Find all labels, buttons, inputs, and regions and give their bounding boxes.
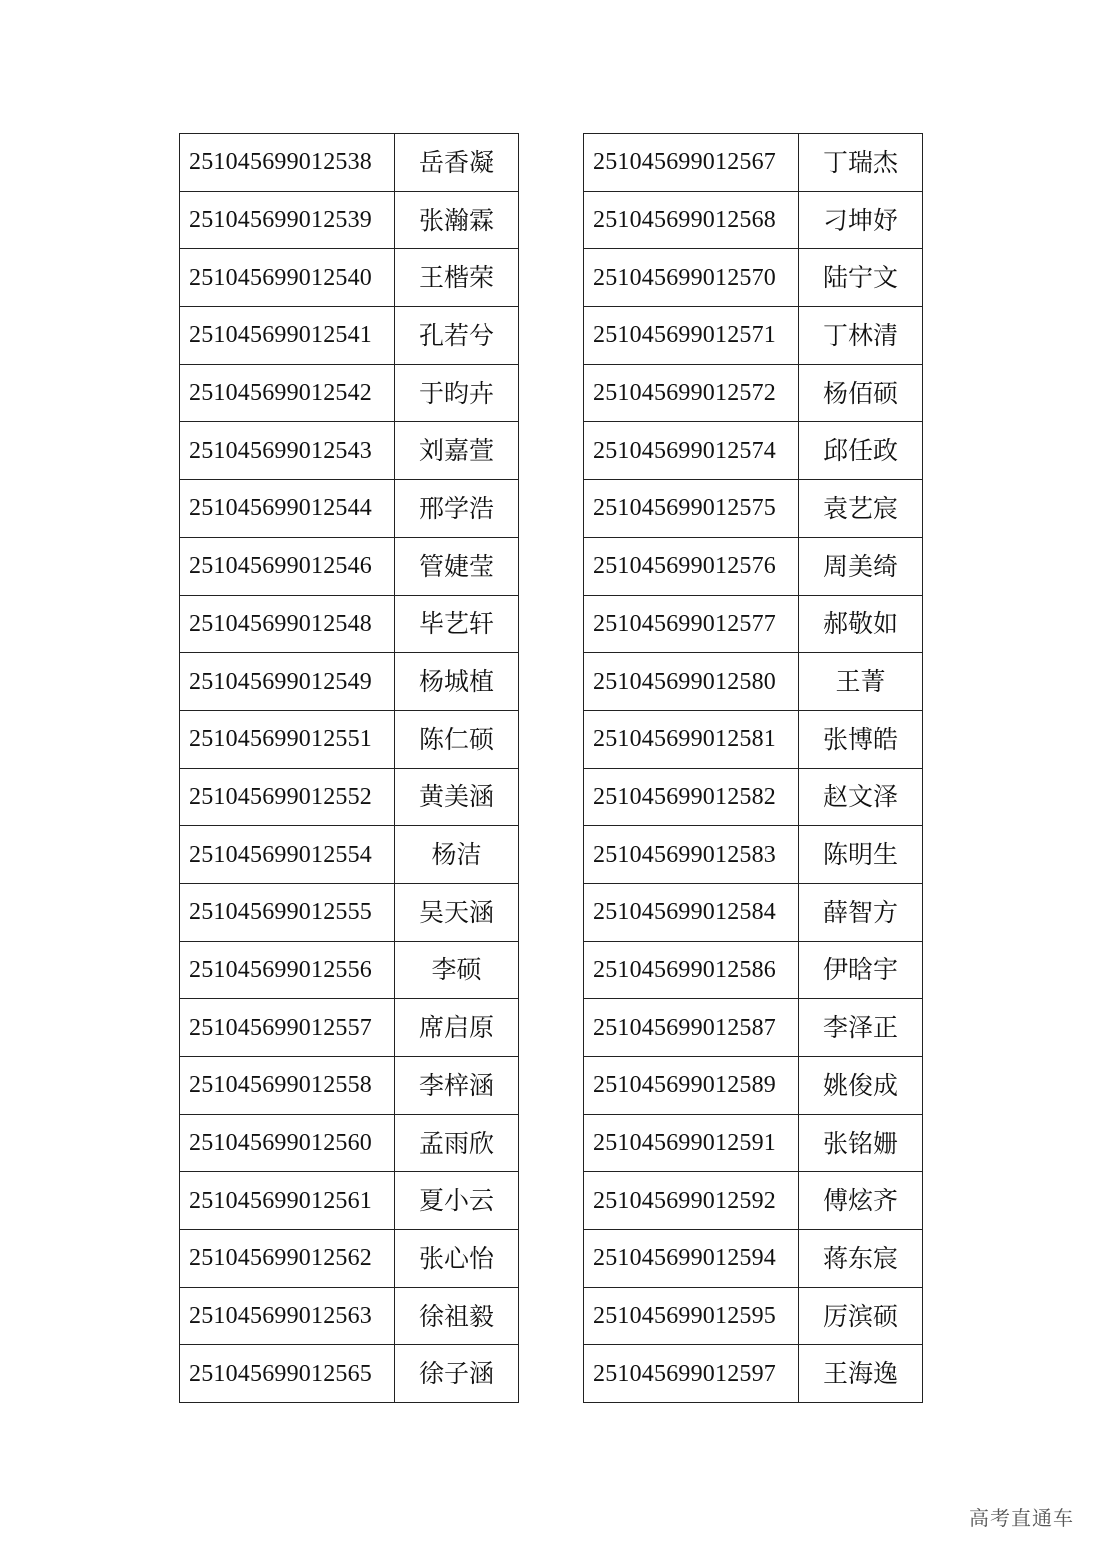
candidate-id-cell: 251045699012595 — [584, 1287, 799, 1345]
candidate-id-cell: 251045699012558 — [180, 1057, 395, 1115]
table-row — [180, 710, 519, 768]
candidate-id-cell: 251045699012540 — [180, 249, 395, 307]
table-row — [584, 480, 923, 538]
candidate-name-cell: 邢学浩 — [395, 480, 519, 538]
candidate-id-cell: 251045699012594 — [584, 1230, 799, 1288]
candidate-name-cell: 孟雨欣 — [395, 1114, 519, 1172]
candidate-id-cell: 251045699012568 — [584, 191, 799, 249]
candidate-id-cell: 251045699012591 — [584, 1114, 799, 1172]
candidate-name-cell: 邱任政 — [799, 422, 923, 480]
candidate-name-cell: 岳香凝 — [395, 134, 519, 192]
candidate-name-cell: 李硕 — [395, 941, 519, 999]
table-row — [584, 422, 923, 480]
candidate-id-cell: 251045699012541 — [180, 307, 395, 365]
candidate-id-cell: 251045699012580 — [584, 653, 799, 711]
candidate-name-cell: 徐祖毅 — [395, 1287, 519, 1345]
table-row — [584, 1287, 923, 1345]
table-row — [584, 999, 923, 1057]
candidate-name-cell: 周美绮 — [799, 537, 923, 595]
table-row — [180, 999, 519, 1057]
candidate-id-cell: 251045699012539 — [180, 191, 395, 249]
table-row — [584, 883, 923, 941]
candidate-name-cell: 张瀚霖 — [395, 191, 519, 249]
table-row — [584, 826, 923, 884]
candidate-name-cell: 陈仁硕 — [395, 710, 519, 768]
candidate-name-cell: 丁瑞杰 — [799, 134, 923, 192]
candidate-id-cell: 251045699012543 — [180, 422, 395, 480]
candidate-name-cell: 厉滨硕 — [799, 1287, 923, 1345]
left-roster-table — [179, 133, 519, 1403]
candidate-id-cell: 251045699012582 — [584, 768, 799, 826]
candidate-id-cell: 251045699012538 — [180, 134, 395, 192]
candidate-name-cell: 王楷荣 — [395, 249, 519, 307]
watermark-text: 高考直通车 — [969, 1506, 1074, 1530]
candidate-id-cell: 251045699012592 — [584, 1172, 799, 1230]
candidate-id-cell: 251045699012575 — [584, 480, 799, 538]
candidate-name-cell: 伊晗宇 — [799, 941, 923, 999]
table-row — [180, 768, 519, 826]
candidate-name-cell: 吴天涵 — [395, 883, 519, 941]
candidate-id-cell: 251045699012549 — [180, 653, 395, 711]
candidate-name-cell: 赵文泽 — [799, 768, 923, 826]
candidate-id-cell: 251045699012574 — [584, 422, 799, 480]
candidate-id-cell: 251045699012560 — [180, 1114, 395, 1172]
candidate-name-cell: 李泽正 — [799, 999, 923, 1057]
candidate-name-cell: 孔若兮 — [395, 307, 519, 365]
table-row — [584, 710, 923, 768]
candidate-id-cell: 251045699012554 — [180, 826, 395, 884]
candidate-name-cell: 夏小云 — [395, 1172, 519, 1230]
candidate-name-cell: 陆宁文 — [799, 249, 923, 307]
candidate-id-cell: 251045699012587 — [584, 999, 799, 1057]
candidate-id-cell: 251045699012577 — [584, 595, 799, 653]
candidate-id-cell: 251045699012542 — [180, 364, 395, 422]
candidate-name-cell: 杨城植 — [395, 653, 519, 711]
table-row — [584, 307, 923, 365]
table-row — [180, 941, 519, 999]
candidate-name-cell: 刘嘉萱 — [395, 422, 519, 480]
candidate-id-cell: 251045699012584 — [584, 883, 799, 941]
table-row — [584, 768, 923, 826]
table-row — [180, 1345, 519, 1403]
table-row — [584, 364, 923, 422]
candidate-id-cell: 251045699012552 — [180, 768, 395, 826]
candidate-id-cell: 251045699012565 — [180, 1345, 395, 1403]
candidate-name-cell: 郝敬如 — [799, 595, 923, 653]
table-row — [584, 1057, 923, 1115]
candidate-name-cell: 李梓涵 — [395, 1057, 519, 1115]
candidate-id-cell: 251045699012597 — [584, 1345, 799, 1403]
candidate-id-cell: 251045699012548 — [180, 595, 395, 653]
candidate-id-cell: 251045699012567 — [584, 134, 799, 192]
table-row — [584, 1230, 923, 1288]
candidate-id-cell: 251045699012583 — [584, 826, 799, 884]
table-row — [180, 422, 519, 480]
candidate-name-cell: 陈明生 — [799, 826, 923, 884]
table-row — [180, 1057, 519, 1115]
table-row — [180, 883, 519, 941]
candidate-id-cell: 251045699012581 — [584, 710, 799, 768]
table-row — [180, 307, 519, 365]
candidate-name-cell: 管婕莹 — [395, 537, 519, 595]
table-row — [180, 595, 519, 653]
candidate-name-cell: 杨洁 — [395, 826, 519, 884]
candidate-name-cell: 徐子涵 — [395, 1345, 519, 1403]
table-row — [180, 653, 519, 711]
right-roster-body — [584, 134, 923, 1403]
candidate-name-cell: 张心怡 — [395, 1230, 519, 1288]
table-row — [180, 364, 519, 422]
table-row — [584, 134, 923, 192]
table-row — [180, 1114, 519, 1172]
candidate-name-cell: 薛智方 — [799, 883, 923, 941]
candidate-id-cell: 251045699012557 — [180, 999, 395, 1057]
table-row — [180, 480, 519, 538]
table-row — [584, 1345, 923, 1403]
candidate-name-cell: 傅炫齐 — [799, 1172, 923, 1230]
candidate-name-cell: 刁坤妤 — [799, 191, 923, 249]
table-row — [584, 191, 923, 249]
candidate-name-cell: 于昀卉 — [395, 364, 519, 422]
candidate-id-cell: 251045699012561 — [180, 1172, 395, 1230]
table-row — [584, 1114, 923, 1172]
table-row — [180, 826, 519, 884]
candidate-id-cell: 251045699012556 — [180, 941, 395, 999]
candidate-id-cell: 251045699012551 — [180, 710, 395, 768]
table-row — [180, 1230, 519, 1288]
table-row — [584, 653, 923, 711]
table-row — [584, 537, 923, 595]
candidate-id-cell: 251045699012570 — [584, 249, 799, 307]
candidate-name-cell: 丁林清 — [799, 307, 923, 365]
table-row — [180, 1172, 519, 1230]
candidate-name-cell: 张铭姗 — [799, 1114, 923, 1172]
table-row — [584, 1172, 923, 1230]
candidate-name-cell: 席启原 — [395, 999, 519, 1057]
right-roster-table — [583, 133, 923, 1403]
table-row — [584, 595, 923, 653]
candidate-name-cell: 袁艺宸 — [799, 480, 923, 538]
candidate-name-cell: 王海逸 — [799, 1345, 923, 1403]
candidate-name-cell: 毕艺轩 — [395, 595, 519, 653]
table-row — [180, 191, 519, 249]
candidate-name-cell: 张博皓 — [799, 710, 923, 768]
candidate-id-cell: 251045699012576 — [584, 537, 799, 595]
candidate-id-cell: 251045699012571 — [584, 307, 799, 365]
table-row — [180, 537, 519, 595]
candidate-id-cell: 251045699012555 — [180, 883, 395, 941]
left-roster-body — [180, 134, 519, 1403]
candidate-name-cell: 黄美涵 — [395, 768, 519, 826]
table-row — [180, 1287, 519, 1345]
table-row — [584, 941, 923, 999]
candidate-name-cell: 王菁 — [799, 653, 923, 711]
candidate-name-cell: 杨佰硕 — [799, 364, 923, 422]
table-row — [180, 134, 519, 192]
candidate-id-cell: 251045699012562 — [180, 1230, 395, 1288]
candidate-id-cell: 251045699012589 — [584, 1057, 799, 1115]
candidate-id-cell: 251045699012546 — [180, 537, 395, 595]
candidate-id-cell: 251045699012586 — [584, 941, 799, 999]
table-row — [180, 249, 519, 307]
table-row — [584, 249, 923, 307]
candidate-id-cell: 251045699012544 — [180, 480, 395, 538]
candidate-name-cell: 姚俊成 — [799, 1057, 923, 1115]
candidate-name-cell: 蒋东宸 — [799, 1230, 923, 1288]
candidate-id-cell: 251045699012572 — [584, 364, 799, 422]
candidate-id-cell: 251045699012563 — [180, 1287, 395, 1345]
